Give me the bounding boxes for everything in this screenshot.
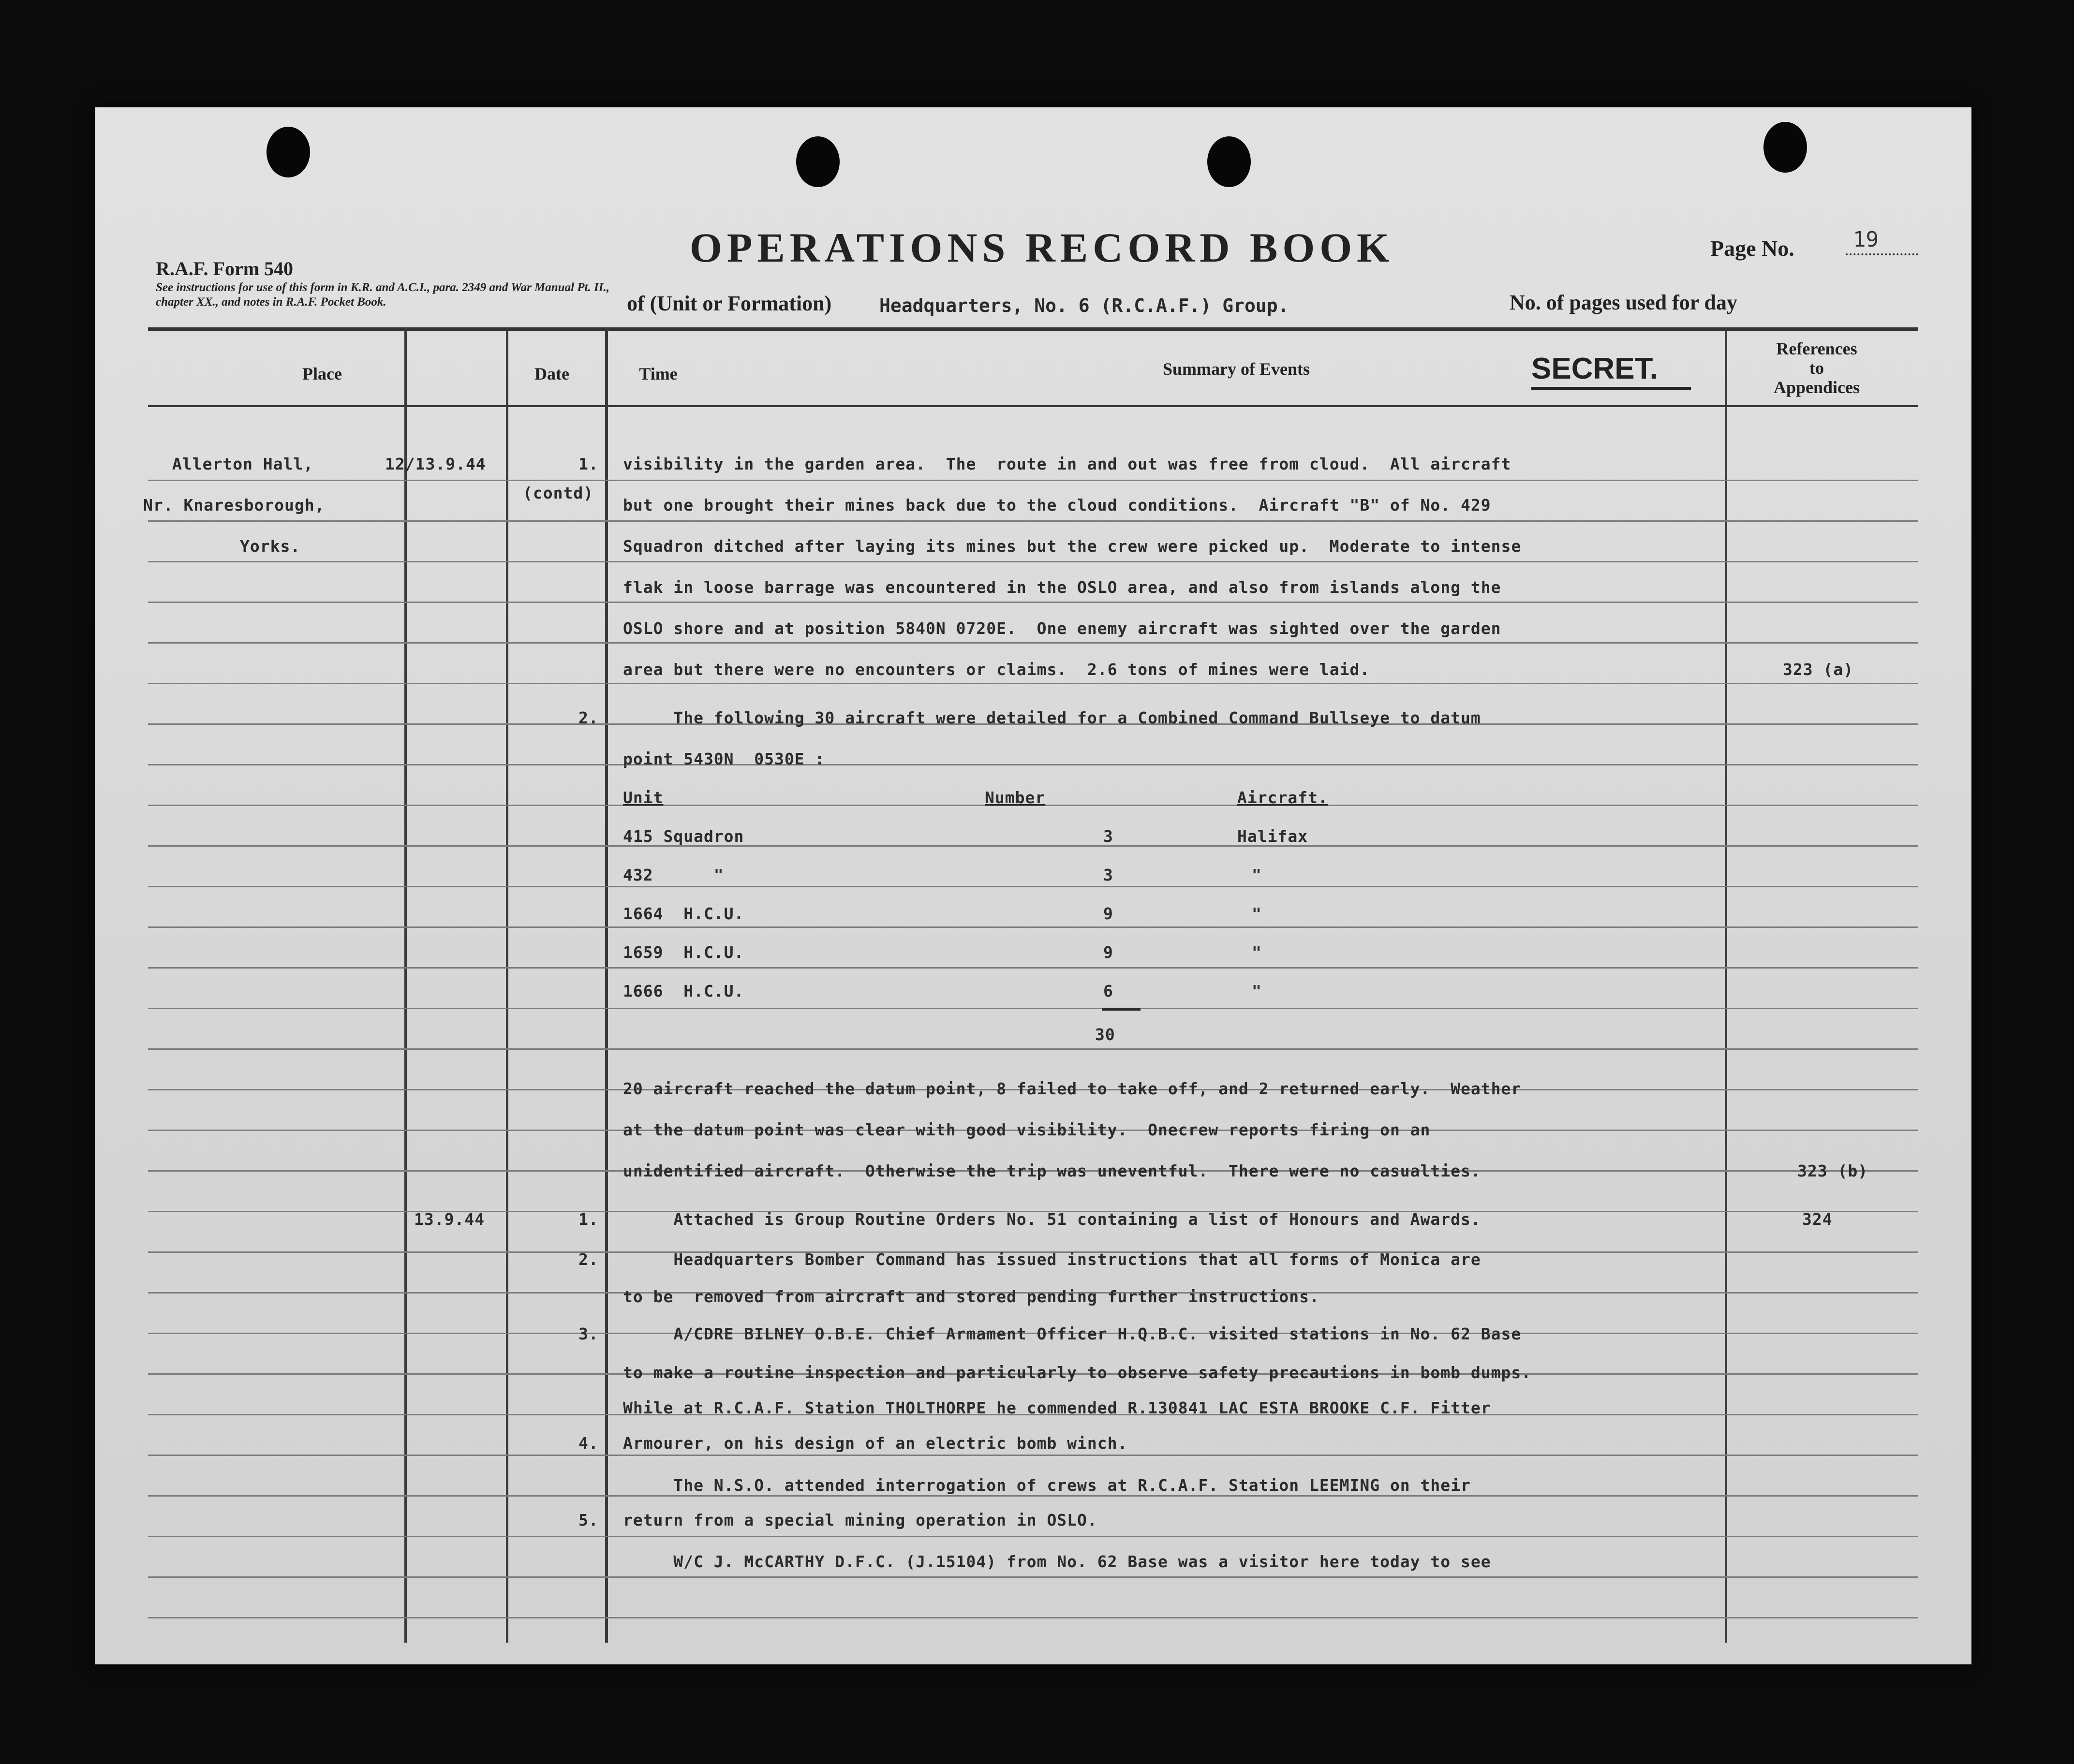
table-cell-unit: 432 " bbox=[623, 866, 724, 884]
entry-number: 1. bbox=[578, 1210, 599, 1229]
summary-line: flak in loose barrage was encountered in the OSLO area, and also from islands along the bbox=[623, 578, 1501, 597]
page-title: OPERATIONS RECORD BOOK bbox=[690, 224, 1394, 271]
column-header-summary: Summary of Events bbox=[1163, 359, 1310, 379]
ruled-line bbox=[148, 1455, 1918, 1456]
table-header-aircraft: Aircraft. bbox=[1237, 788, 1328, 807]
unit-value: Headquarters, No. 6 (R.C.A.F.) Group. bbox=[879, 295, 1289, 316]
ruled-line bbox=[148, 602, 1918, 603]
summary-line: return from a special mining operation in OSLO. bbox=[623, 1511, 1097, 1529]
summary-line: The following 30 aircraft were detailed for a Combined Command Bullseye to datum bbox=[623, 708, 1481, 727]
ruled-line bbox=[148, 480, 1918, 481]
entry-number: 5. bbox=[578, 1511, 599, 1529]
entry-number: 2. bbox=[578, 1250, 599, 1269]
column-header-time: Time bbox=[639, 364, 678, 383]
table-cell-unit: 415 Squadron bbox=[623, 827, 744, 846]
column-header-rule bbox=[148, 405, 1918, 407]
page-label: Page No. bbox=[1710, 236, 1794, 261]
summary-line: W/C J. McCARTHY D.F.C. (J.15104) from No. 62 Base was a visitor here today to see bbox=[623, 1552, 1491, 1571]
classification-underline bbox=[1531, 387, 1691, 390]
column-header-references: References bbox=[1776, 339, 1857, 358]
ruled-line bbox=[148, 886, 1918, 887]
summary-line: unidentified aircraft. Otherwise the trip was uneventful. There were no casualties. bbox=[623, 1161, 1481, 1180]
table-header-unit: Unit bbox=[623, 788, 664, 807]
ruled-line bbox=[148, 967, 1918, 969]
entry-date: 12/13.9.44 bbox=[385, 455, 486, 473]
page-number-rule bbox=[1846, 253, 1918, 255]
summary-line: visibility in the garden area. The route in and out was free from cloud. All aircraft bbox=[623, 455, 1511, 473]
table-cell-aircraft: " bbox=[1252, 866, 1262, 884]
table-cell-unit: 1666 H.C.U. bbox=[623, 982, 744, 1000]
ruled-line bbox=[148, 1617, 1918, 1618]
table-total: 30 bbox=[1095, 1025, 1115, 1044]
appendix-reference: 323 (a) bbox=[1783, 660, 1854, 679]
entry-number: 1. bbox=[578, 455, 599, 473]
binder-hole bbox=[267, 127, 310, 177]
summary-line: Headquarters Bomber Command has issued instructions that all forms of Monica are bbox=[623, 1250, 1481, 1269]
entry-contd: (contd) bbox=[523, 484, 594, 502]
page-number: 19 bbox=[1853, 227, 1879, 252]
ruled-line bbox=[148, 845, 1918, 847]
summary-line: Armourer, on his design of an electric bomb winch. bbox=[623, 1434, 1128, 1453]
summary-line: at the datum point was clear with good visibility. Onecrew reports firing on an bbox=[623, 1120, 1431, 1139]
table-cell-aircraft: " bbox=[1252, 982, 1262, 1000]
table-cell-number: 3 bbox=[1103, 827, 1113, 846]
pages-used-label: No. of pages used for day bbox=[1510, 291, 1738, 314]
ruled-line bbox=[148, 642, 1918, 644]
table-cell-unit: 1659 H.C.U. bbox=[623, 943, 744, 962]
table-cell-number: 3 bbox=[1103, 866, 1113, 884]
entry-number: 2. bbox=[578, 708, 599, 727]
ruled-line bbox=[148, 1495, 1918, 1497]
record-sheet bbox=[95, 107, 1971, 1664]
entry-date: 13.9.44 bbox=[414, 1210, 485, 1229]
ruled-line bbox=[148, 561, 1918, 562]
table-total-rule bbox=[1102, 1008, 1141, 1011]
summary-line: The N.S.O. attended interrogation of crews at R.C.A.F. Station LEEMING on their bbox=[623, 1476, 1471, 1495]
summary-line: While at R.C.A.F. Station THOLTHORPE he commended R.130841 LAC ESTA BROOKE C.F. Fitter bbox=[623, 1398, 1491, 1417]
ruled-line bbox=[148, 520, 1918, 522]
column-header-references-to: to bbox=[1809, 358, 1824, 378]
summary-line: OSLO shore and at position 5840N 0720E. One enemy aircraft was sighted over the garden bbox=[623, 619, 1501, 638]
summary-line: 20 aircraft reached the datum point, 8 failed to take off, and 2 returned early. Weather bbox=[623, 1079, 1522, 1098]
table-cell-number: 9 bbox=[1103, 943, 1113, 962]
place-line: Yorks. bbox=[240, 537, 301, 556]
column-divider bbox=[1725, 327, 1727, 1643]
place-line: Nr. Knaresborough, bbox=[143, 496, 325, 514]
column-header-date: Date bbox=[534, 364, 569, 383]
binder-hole bbox=[796, 136, 840, 187]
column-header-place: Place bbox=[302, 364, 342, 383]
table-cell-aircraft: Halifax bbox=[1237, 827, 1308, 846]
ruled-line bbox=[148, 926, 1918, 928]
column-divider bbox=[506, 327, 508, 1643]
table-cell-aircraft: " bbox=[1252, 943, 1262, 962]
ruled-line bbox=[148, 1536, 1918, 1537]
header-rule bbox=[148, 327, 1918, 331]
classification-stamp: SECRET. bbox=[1531, 352, 1658, 385]
ruled-line bbox=[148, 1576, 1918, 1578]
appendix-reference: 324 bbox=[1802, 1210, 1833, 1229]
appendix-reference: 323 (b) bbox=[1797, 1161, 1868, 1180]
ruled-line bbox=[148, 764, 1918, 765]
summary-line: to be removed from aircraft and stored pending further instructions. bbox=[623, 1287, 1319, 1306]
binder-hole bbox=[1207, 136, 1251, 187]
form-instructions: See instructions for use of this form in K.R. and A.C.I., para. 2349 and War Manual Pt. II., chapter XX., and notes in R.A.F. Pocket Book. bbox=[156, 281, 609, 309]
ruled-line bbox=[148, 1048, 1918, 1050]
column-header-appendices: Appendices bbox=[1773, 378, 1860, 397]
table-cell-number: 9 bbox=[1103, 904, 1113, 923]
column-divider bbox=[605, 327, 608, 1643]
ruled-line bbox=[148, 1008, 1918, 1009]
summary-line: A/CDRE BILNEY O.B.E. Chief Armament Officer H.Q.B.C. visited stations in No. 62 Base bbox=[623, 1324, 1522, 1343]
column-divider bbox=[404, 327, 407, 1643]
binder-hole bbox=[1763, 122, 1807, 173]
summary-line: Attached is Group Routine Orders No. 51 containing a list of Honours and Awards. bbox=[623, 1210, 1481, 1229]
form-number: R.A.F. Form 540 bbox=[156, 258, 294, 279]
summary-line: Squadron ditched after laying its mines but the crew were picked up. Moderate to intense bbox=[623, 537, 1522, 556]
unit-label: of (Unit or Formation) bbox=[627, 292, 832, 315]
ruled-line bbox=[148, 683, 1918, 684]
summary-line: but one brought their mines back due to the cloud conditions. Aircraft "B" of No. 429 bbox=[623, 496, 1491, 514]
entry-number: 4. bbox=[578, 1434, 599, 1453]
place-line: Allerton Hall, bbox=[172, 455, 314, 473]
table-cell-aircraft: " bbox=[1252, 904, 1262, 923]
entry-number: 3. bbox=[578, 1324, 599, 1343]
summary-line: area but there were no encounters or claims. 2.6 tons of mines were laid. bbox=[623, 660, 1370, 679]
table-cell-number: 6 bbox=[1103, 982, 1113, 1000]
table-cell-unit: 1664 H.C.U. bbox=[623, 904, 744, 923]
summary-line: to make a routine inspection and particularly to observe safety precautions in bomb dumps. bbox=[623, 1363, 1532, 1382]
table-header-number: Number bbox=[985, 788, 1046, 807]
summary-line: point 5430N 0530E : bbox=[623, 750, 825, 768]
